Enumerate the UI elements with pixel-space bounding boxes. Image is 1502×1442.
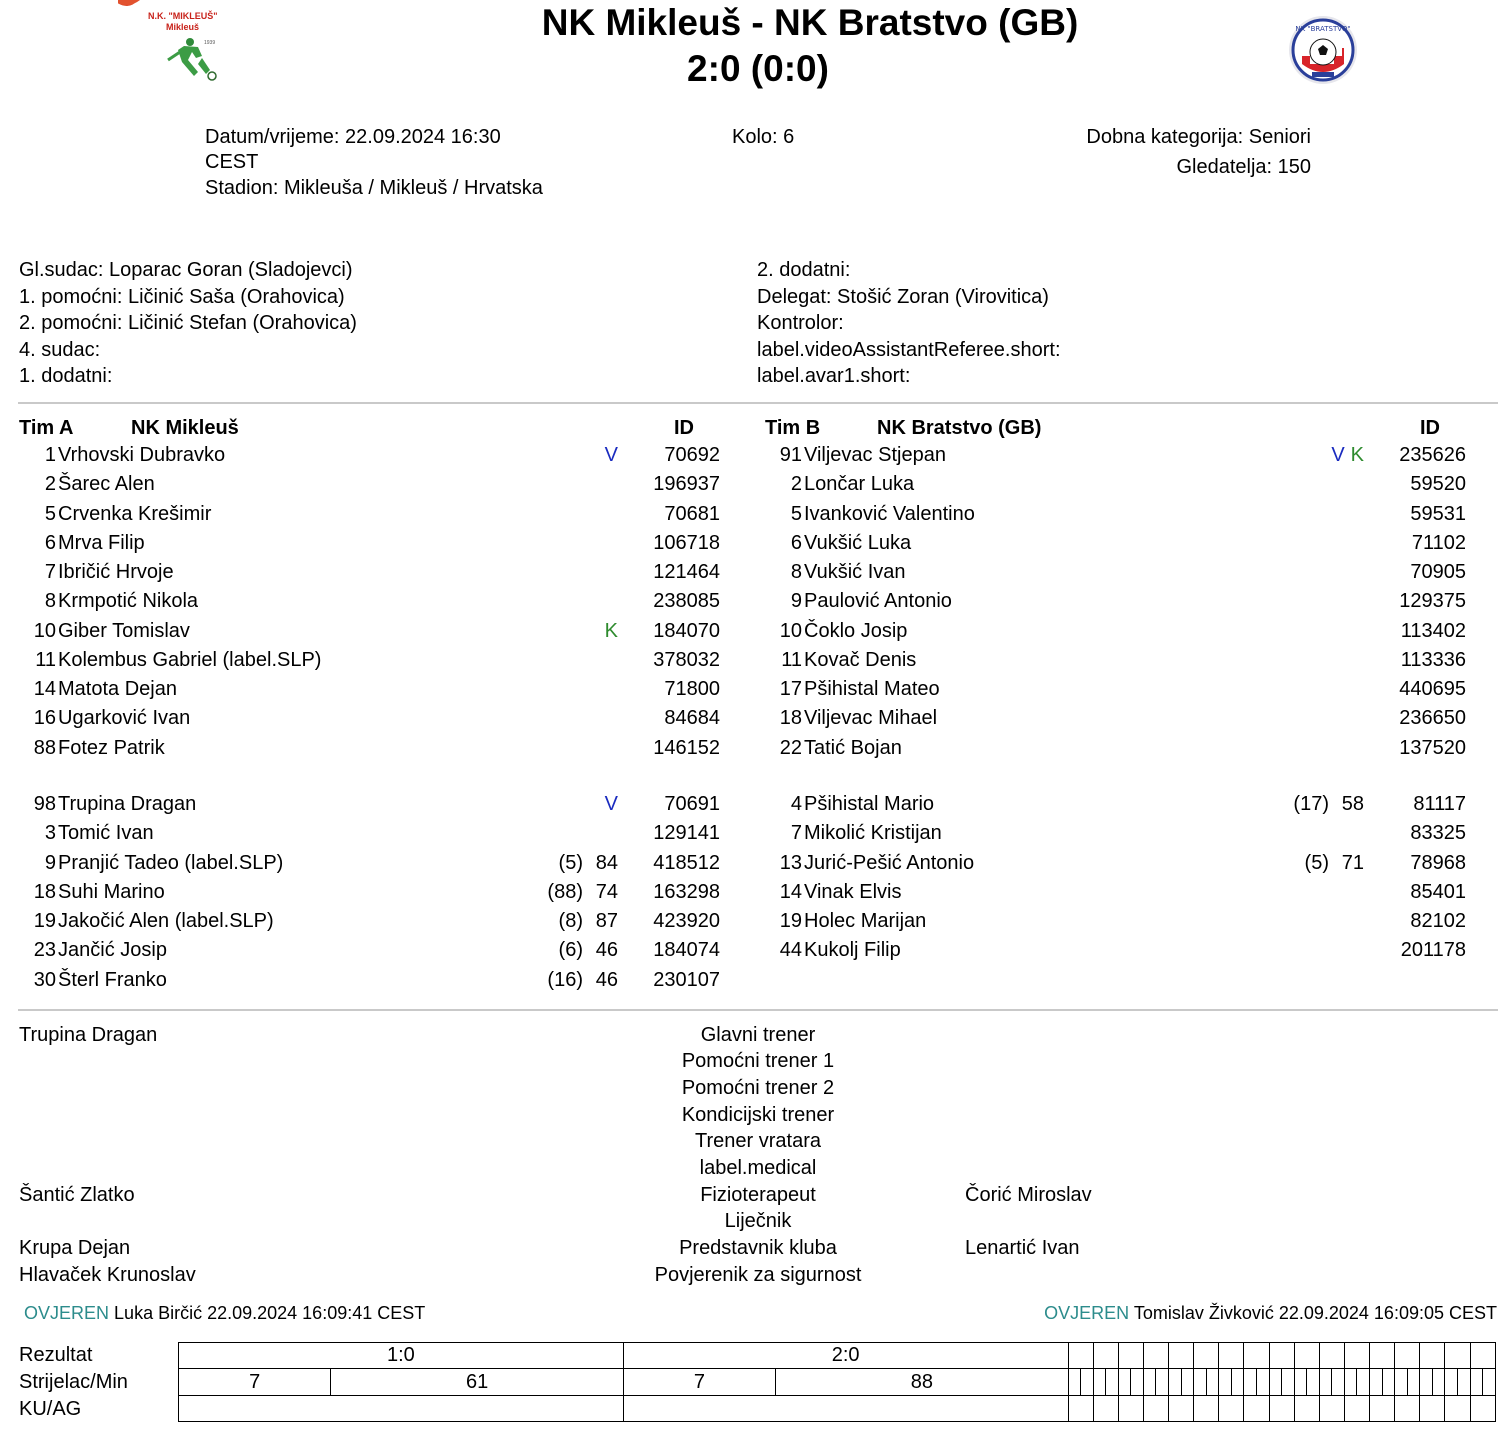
player-id: 184070 <box>653 619 720 642</box>
sub-replaced-number: (5) <box>1304 851 1329 874</box>
scorer-minute-cell <box>1483 1369 1496 1396</box>
substitute-row <box>0 910 1502 936</box>
player-number: 19 <box>33 910 56 932</box>
substitute-row <box>0 822 1502 848</box>
player-id: 184074 <box>653 939 720 962</box>
player-number: 11 <box>35 648 56 671</box>
player-id: 378032 <box>653 648 720 671</box>
verified-status-home: OVJEREN <box>24 1303 110 1323</box>
player-name: Ibričić Hrvoje <box>58 561 174 583</box>
player-id: 81117 <box>1413 793 1466 815</box>
starter-row <box>0 678 1502 704</box>
ku-cell <box>1244 1396 1269 1422</box>
scorer-number-cell <box>1118 1369 1131 1396</box>
team-b-label: Tim B <box>765 417 821 439</box>
player-id: 71800 <box>664 678 720 700</box>
player-number: 5 <box>790 502 802 525</box>
result-cell: 1:0 <box>179 1343 624 1369</box>
staff-home-name: Krupa Dejan <box>19 1237 131 1259</box>
staff-home-name: Trupina Dragan <box>19 1024 158 1046</box>
player-id: 70905 <box>1410 561 1466 583</box>
age-category: Dobna kategorija: Seniori <box>1086 126 1311 148</box>
player-id: 129141 <box>653 822 720 845</box>
starter-row <box>0 473 1502 499</box>
staff-role: Trener vratara <box>695 1130 821 1152</box>
player-name: Viljevac Mihael <box>804 707 938 730</box>
player-number: 98 <box>33 793 56 815</box>
away-team-logo <box>1288 14 1360 86</box>
ku-cell <box>623 1396 1068 1422</box>
player-name: Fotez Patrik <box>58 736 165 759</box>
scorer-minute-cell <box>1357 1369 1370 1396</box>
result-cell <box>1269 1343 1294 1369</box>
sub-replaced-number: (8) <box>558 910 583 932</box>
player-name: Jurić-Pešić Antonio <box>804 851 975 874</box>
scorer-minute-cell <box>1382 1369 1395 1396</box>
player-id: 423920 <box>653 910 720 932</box>
staff-role: Glavni trener <box>700 1024 816 1046</box>
result-cell <box>1319 1343 1344 1369</box>
player-name: Viljevac Stjepan <box>804 444 946 466</box>
player-name: Kovač Denis <box>804 648 917 671</box>
player-name: Šarec Alen <box>58 473 155 496</box>
scorer-number-cell <box>1370 1369 1383 1396</box>
player-number: 8 <box>790 561 802 583</box>
player-number: 44 <box>779 939 802 962</box>
player-name: Trupina Dragan <box>58 793 197 815</box>
official-controller: Kontrolor: <box>757 312 844 335</box>
scorer-minute-cell <box>1432 1369 1445 1396</box>
player-name: Vukšić Luka <box>804 531 912 554</box>
sub-minute: 71 <box>1341 851 1364 874</box>
official-var: label.videoAssistantReferee.short: <box>757 338 1061 361</box>
player-number: 6 <box>790 531 802 554</box>
starter-row <box>0 707 1502 733</box>
result-cell <box>1244 1343 1269 1369</box>
result-cell <box>1068 1343 1093 1369</box>
starter-row <box>0 620 1502 646</box>
player-number: 7 <box>790 822 802 845</box>
player-name: Jančić Josip <box>58 939 167 962</box>
player-name: Paulović Antonio <box>804 590 952 613</box>
player-id: 106718 <box>653 531 720 554</box>
ku-cell <box>1118 1396 1143 1422</box>
goals-table <box>178 1342 1496 1422</box>
player-name: Čoklo Josip <box>804 619 908 642</box>
scorer-minute-cell <box>1407 1369 1420 1396</box>
staff-role: Fizioterapeut <box>700 1184 816 1206</box>
official-delegate: Delegat: Stošić Zoran (Virovitica) <box>757 285 1049 308</box>
player-name: Mikolić Kristijan <box>804 822 942 845</box>
scorer-number-cell <box>1219 1369 1232 1396</box>
starter-row <box>0 649 1502 675</box>
sub-minute: 74 <box>595 880 618 903</box>
player-number: 9 <box>44 851 56 874</box>
scorer-number-cell <box>1395 1369 1408 1396</box>
player-name: Mrva Filip <box>58 531 145 554</box>
staff-home-name: Šantić Zlatko <box>19 1184 135 1206</box>
ku-cell <box>1169 1396 1194 1422</box>
scorer-number-cell <box>1143 1369 1156 1396</box>
flag-v-badge: V <box>1331 444 1345 466</box>
starter-row <box>0 737 1502 763</box>
scorer-number-cell <box>1194 1369 1207 1396</box>
scorer-minute-cell: 61 <box>331 1369 623 1396</box>
player-number: 14 <box>33 678 56 700</box>
scorer-minute-cell <box>1332 1369 1345 1396</box>
ku-cell <box>1219 1396 1244 1422</box>
staff-home-name: Hlavaček Krunoslav <box>19 1264 196 1286</box>
ku-cell <box>1143 1396 1168 1422</box>
ku-cell <box>1093 1396 1118 1422</box>
player-name: Suhi Marino <box>58 880 165 903</box>
sub-replaced-number: (17) <box>1293 793 1329 815</box>
ku-cell <box>1445 1396 1470 1422</box>
official-additional-2: 2. dodatni: <box>757 259 851 281</box>
staff-role: Povjerenik za sigurnost <box>654 1264 862 1286</box>
player-id: 230107 <box>653 968 720 991</box>
result-cell <box>1395 1343 1420 1369</box>
scorer-number-cell <box>1244 1369 1257 1396</box>
scorer-number-cell <box>1093 1369 1106 1396</box>
sub-replaced-number: (88) <box>547 880 583 903</box>
verification-away <box>1044 1303 1497 1324</box>
player-id: 82102 <box>1410 910 1466 932</box>
player-name: Lončar Luka <box>804 473 915 496</box>
scorer-number-cell <box>1420 1369 1433 1396</box>
player-number: 10 <box>33 619 56 642</box>
ku-cell <box>179 1396 624 1422</box>
player-number: 18 <box>779 707 802 730</box>
player-name: Krmpotić Nikola <box>58 590 199 613</box>
player-number: 14 <box>779 880 802 903</box>
ku-cell <box>1319 1396 1344 1422</box>
player-id: 137520 <box>1399 736 1466 759</box>
ku-cell <box>1420 1396 1445 1422</box>
scorer-number-cell: 7 <box>179 1369 331 1396</box>
player-id: 121464 <box>653 561 720 583</box>
scorer-number-cell <box>1319 1369 1332 1396</box>
result-cell <box>1169 1343 1194 1369</box>
scorer-number-cell <box>1445 1369 1458 1396</box>
player-id: 201178 <box>1400 939 1466 962</box>
goals-label-ku: KU/AG <box>19 1398 82 1420</box>
scorer-minute-cell <box>1106 1369 1119 1396</box>
player-id: 59531 <box>1410 502 1466 525</box>
player-id: 83325 <box>1410 822 1466 845</box>
verified-status-away: OVJEREN <box>1044 1303 1130 1323</box>
player-number: 9 <box>790 590 802 613</box>
flag-k-badge: K <box>604 619 618 642</box>
staff-role: Pomoćni trener 1 <box>681 1050 835 1072</box>
sub-minute: 46 <box>595 968 618 991</box>
official-avar: label.avar1.short: <box>757 365 911 388</box>
player-number: 5 <box>44 502 56 525</box>
scorer-minute-cell: 88 <box>776 1369 1068 1396</box>
player-number: 91 <box>779 444 802 466</box>
scorer-number-cell <box>1269 1369 1282 1396</box>
result-cell <box>1344 1343 1369 1369</box>
away-logo-graphic <box>1288 14 1360 86</box>
scorer-row <box>179 1369 1496 1396</box>
scorer-number-cell <box>1294 1369 1307 1396</box>
divider-top <box>18 402 1498 404</box>
player-id: 78968 <box>1410 851 1466 874</box>
player-name: Pšihistal Mario <box>804 793 935 815</box>
player-name: Vrhovski Dubravko <box>58 444 226 466</box>
scorer-number-cell <box>1068 1369 1081 1396</box>
player-name: Pšihistal Mateo <box>804 678 940 700</box>
sub-replaced-number: (6) <box>558 939 583 962</box>
player-name: Giber Tomislav <box>58 619 190 642</box>
player-number: 10 <box>779 619 802 642</box>
home-logo-line1: N.K. "MIKLEUŠ" <box>148 11 218 21</box>
officials-right <box>757 257 1061 390</box>
starter-row <box>0 532 1502 558</box>
ku-row <box>179 1396 1496 1422</box>
result-cell <box>1093 1343 1118 1369</box>
result-cell <box>1445 1343 1470 1369</box>
svg-text:NK "BRATSTVO": NK "BRATSTVO" <box>1295 25 1351 33</box>
player-name: Kolembus Gabriel (label.SLP) <box>58 648 322 671</box>
team-a-label: Tim A <box>19 417 74 439</box>
player-number: 23 <box>33 939 56 962</box>
result-cell <box>1143 1343 1168 1369</box>
team-a-name: NK Mikleuš <box>131 417 239 439</box>
player-name: Vukšić Ivan <box>804 561 906 583</box>
official-main-referee: Gl.sudac: Loparac Goran (Sladojevci) <box>19 259 353 281</box>
player-id: 163298 <box>653 880 720 903</box>
match-score: 2:0 (0:0) <box>687 48 829 89</box>
scorer-minute-cell <box>1081 1369 1094 1396</box>
ku-cell <box>1068 1396 1093 1422</box>
player-id: 196937 <box>653 473 720 496</box>
staff-role: Pomoćni trener 2 <box>681 1077 835 1099</box>
ku-cell <box>1194 1396 1219 1422</box>
home-logo-year: 1939 <box>204 40 216 46</box>
player-id: 113336 <box>1400 648 1466 671</box>
player-number: 19 <box>779 910 802 932</box>
sub-minute: 58 <box>1341 793 1364 815</box>
result-cell <box>1370 1343 1395 1369</box>
player-name: Ugarković Ivan <box>58 707 191 730</box>
starter-row <box>0 590 1502 616</box>
ku-cell <box>1294 1396 1319 1422</box>
player-number: 30 <box>33 968 56 991</box>
player-id: 440695 <box>1399 678 1466 700</box>
scorer-minute-cell <box>1181 1369 1194 1396</box>
flag-k-badge: K <box>1350 444 1364 466</box>
official-assistant-1: 1. pomoćni: Ličinić Saša (Orahovica) <box>19 285 345 308</box>
staff-role: Predstavnik kluba <box>679 1237 837 1259</box>
sub-minute: 87 <box>595 910 618 932</box>
ku-cell <box>1269 1396 1294 1422</box>
scorer-minute-cell <box>1131 1369 1144 1396</box>
staff-away-name: Čorić Miroslav <box>965 1184 1092 1206</box>
official-additional-1: 1. dodatni: <box>19 365 113 388</box>
player-id: 146152 <box>653 736 720 759</box>
player-number: 22 <box>779 736 802 759</box>
player-id: 70692 <box>664 444 720 466</box>
player-number: 7 <box>44 561 56 583</box>
player-id: 238085 <box>653 590 720 613</box>
staff-role: Kondicijski trener <box>681 1104 835 1126</box>
scorer-minute-cell <box>1156 1369 1169 1396</box>
team-a-id-header: ID <box>674 417 694 439</box>
match-datetime: Datum/vrijeme: 22.09.2024 16:30 <box>205 126 501 148</box>
ku-cell <box>1470 1396 1496 1422</box>
player-number: 8 <box>44 590 56 613</box>
sub-replaced-number: (5) <box>558 851 583 874</box>
result-cell <box>1194 1343 1219 1369</box>
player-id: 84684 <box>664 707 720 730</box>
scorer-minute-cell <box>1231 1369 1244 1396</box>
substitute-row <box>0 793 1502 819</box>
official-fourth: 4. sudac: <box>19 338 101 361</box>
spectators: Gledatelja: 150 <box>1176 156 1311 178</box>
match-title: NK Mikleuš - NK Bratstvo (GB) <box>541 2 1079 43</box>
player-number: 2 <box>790 473 802 496</box>
starter-row <box>0 444 1502 470</box>
staff-role: Liječnik <box>724 1210 792 1232</box>
player-id: 59520 <box>1410 473 1466 496</box>
player-name: Matota Dejan <box>58 678 177 700</box>
player-id: 85401 <box>1410 880 1466 903</box>
result-row <box>179 1343 1496 1369</box>
player-name: Tatić Bojan <box>804 736 902 759</box>
match-stadium: Stadion: Mikleuša / Mikleuš / Hrvatska <box>205 177 543 199</box>
player-name: Šterl Franko <box>58 968 167 991</box>
player-flags <box>1331 444 1364 467</box>
ku-cell <box>1344 1396 1369 1422</box>
player-id: 113402 <box>1400 619 1466 642</box>
goals-label-result: Rezultat <box>19 1344 93 1366</box>
flag-v-badge: V <box>604 444 618 466</box>
player-id: 236650 <box>1399 707 1466 730</box>
sub-replaced-number: (16) <box>547 968 583 991</box>
player-name: Vinak Elvis <box>804 880 902 903</box>
official-assistant-2: 2. pomoćni: Ličinić Stefan (Orahovica) <box>19 312 357 335</box>
player-id: 235626 <box>1399 444 1466 466</box>
starter-row <box>0 561 1502 587</box>
player-number: 2 <box>44 473 56 496</box>
player-number: 4 <box>790 793 802 815</box>
scorer-number-cell <box>1344 1369 1357 1396</box>
sub-minute: 84 <box>595 851 618 874</box>
player-number: 17 <box>779 678 802 700</box>
scorer-minute-cell <box>1307 1369 1320 1396</box>
starter-row <box>0 503 1502 529</box>
player-id: 70681 <box>664 502 720 525</box>
match-timezone: CEST <box>205 151 259 173</box>
scorer-minute-cell <box>1282 1369 1295 1396</box>
result-cell <box>1219 1343 1244 1369</box>
verified-by-home: Luka Birčić 22.09.2024 16:09:41 CEST <box>114 1303 426 1323</box>
scorer-number-cell <box>1169 1369 1182 1396</box>
match-round: Kolo: 6 <box>732 126 795 148</box>
player-name: Tomić Ivan <box>58 822 154 845</box>
sub-minute: 46 <box>595 939 618 962</box>
substitute-row <box>0 939 1502 965</box>
substitute-row <box>0 852 1502 878</box>
player-number: 16 <box>33 707 56 730</box>
player-number: 6 <box>44 531 56 554</box>
team-b-id-header: ID <box>1420 417 1440 439</box>
verified-by-away: Tomislav Živković 22.09.2024 16:09:05 CEST <box>1133 1303 1497 1323</box>
team-b-name: NK Bratstvo (GB) <box>877 417 1042 439</box>
player-name: Kukolj Filip <box>804 939 901 962</box>
player-id: 70691 <box>664 793 720 815</box>
player-number: 11 <box>781 648 802 671</box>
player-name: Ivanković Valentino <box>804 502 975 525</box>
scorer-number-cell: 7 <box>623 1369 775 1396</box>
ku-cell <box>1370 1396 1395 1422</box>
verification-home <box>24 1303 425 1324</box>
divider-middle <box>18 1009 1498 1011</box>
home-logo-line2: Mikleuš <box>166 22 200 32</box>
player-number: 1 <box>44 444 56 466</box>
scorer-minute-cell <box>1256 1369 1269 1396</box>
scorer-minute-cell <box>1206 1369 1219 1396</box>
substitute-row <box>0 969 1502 995</box>
player-number: 18 <box>33 880 56 903</box>
result-cell <box>1470 1343 1496 1369</box>
result-cell <box>1118 1343 1143 1369</box>
scorer-minute-cell <box>1457 1369 1470 1396</box>
scorer-number-cell <box>1470 1369 1483 1396</box>
player-number: 3 <box>44 822 56 845</box>
goals-label-scorer: Strijelac/Min <box>19 1371 128 1393</box>
officials-left <box>19 257 357 390</box>
result-cell: 2:0 <box>623 1343 1068 1369</box>
player-id: 71102 <box>1411 531 1466 554</box>
player-id: 129375 <box>1399 590 1466 613</box>
player-name: Pranjić Tadeo (label.SLP) <box>58 851 284 874</box>
flag-v-badge: V <box>604 793 618 815</box>
result-cell <box>1294 1343 1319 1369</box>
result-cell <box>1420 1343 1445 1369</box>
player-name: Jakočić Alen (label.SLP) <box>58 910 274 932</box>
player-name: Crvenka Krešimir <box>58 502 212 525</box>
player-name: Holec Marijan <box>804 910 927 932</box>
staff-away-name: Lenartić Ivan <box>965 1237 1080 1259</box>
player-number: 88 <box>33 736 56 759</box>
substitute-row <box>0 881 1502 907</box>
staff-role: label.medical <box>699 1157 817 1179</box>
ku-cell <box>1395 1396 1420 1422</box>
player-number: 13 <box>779 851 802 874</box>
player-id: 418512 <box>653 851 720 874</box>
